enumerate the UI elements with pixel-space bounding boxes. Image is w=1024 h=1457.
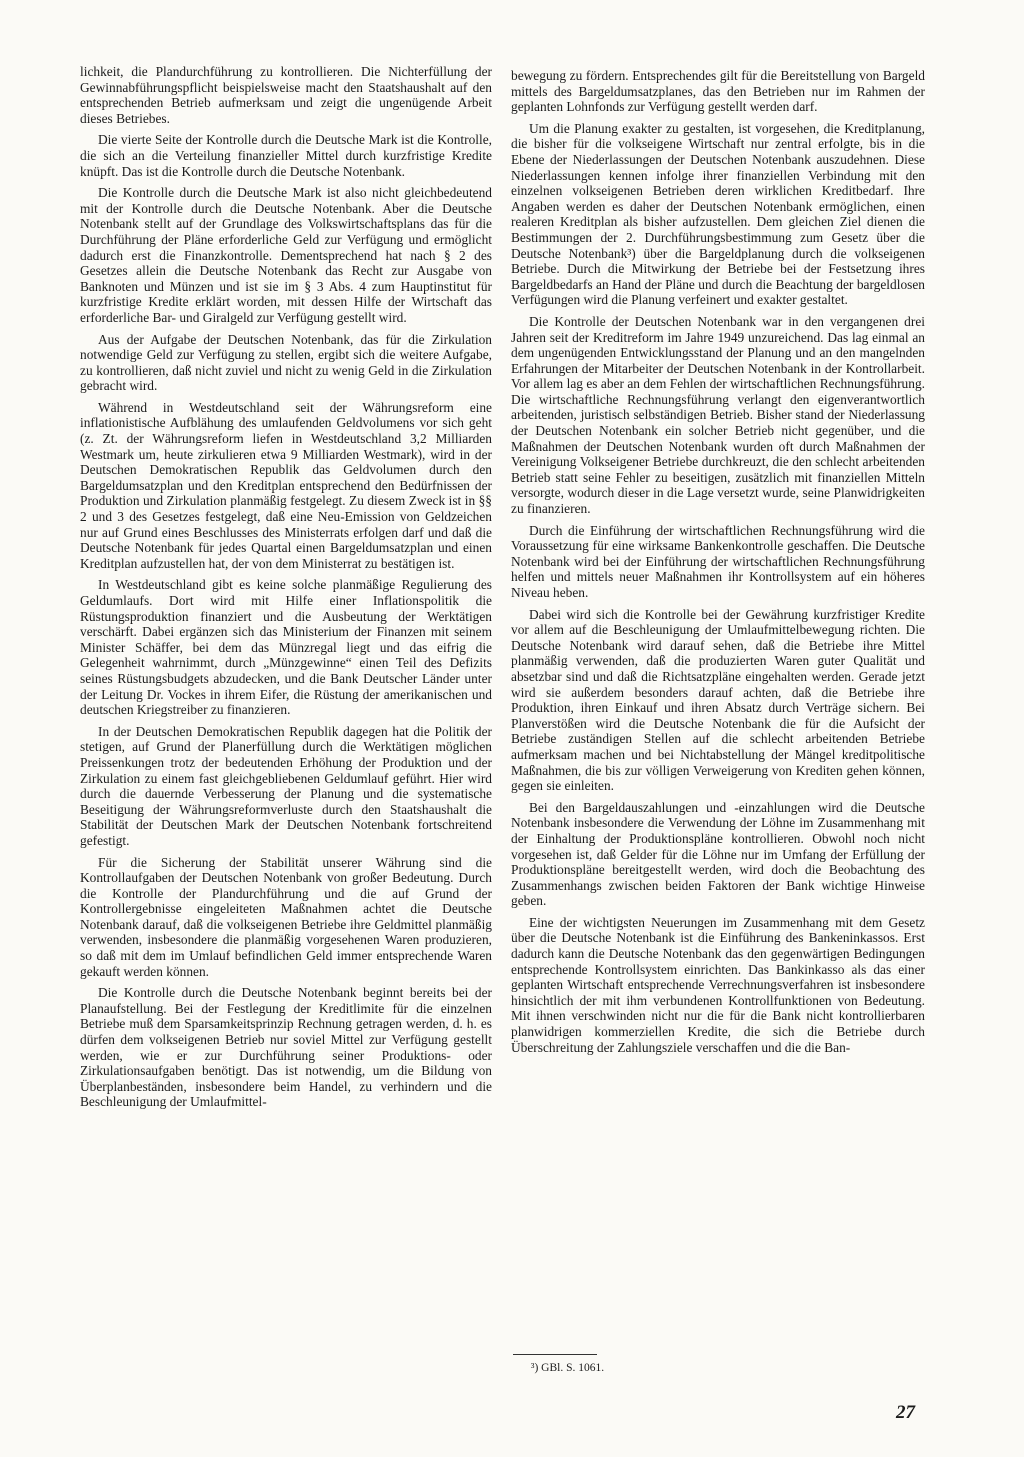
paragraph: In Westdeutschland gibt es keine solche planmäßige Regulierung des Geldumlaufs. Dort wird mit Hilfe einer Inflationspolitik die Rüstungsproduktion finanziert und die Ausbeutung der Werktätigen verschärft. Dabei ergänzen sich das Ministerium der Finanzen mit seinem Minister Schäffer, bei dem das Münzregal liegt und das eifrig die Gelegenheit wahrnimmt, durch „Münzgewinne“ einen Teil des Defizits seines Rüstungsbudgets abzudecken, und die Bank Deutscher Länder unter der Leitung Dr. Vockes in ihrem Eifer, die Rüstung der amerikanischen und deutschen Kriegstreiber zu finanzieren.	[80, 577, 492, 718]
right-column	[511, 68, 925, 1061]
page-number: 27	[896, 1402, 915, 1423]
paragraph: Die Kontrolle durch die Deutsche Mark ist also nicht gleichbedeutend mit der Kontrolle durch die Deutsche Notenbank. Aber die Deutsche Notenbank stellt auf der Grundlage des Volkswirtschaftsplans das für die Durchführung der Pläne erforderliche Geld zur Verfügung und ermöglicht dadurch erst die Finanzkontrolle. Dementsprechend hat nach § 2 des Gesetzes allein die Deutsche Notenbank das Recht zur Ausgabe von Banknoten und Münzen und ist sie im § 3 Abs. 4 zum Hauptinstitut für kurzfristige Kredite erklärt worden, mit dessen Hilfe der Wirtschaft das erforderliche Bar- und Giralgeld zur Verfügung gestellt wird.	[80, 185, 492, 325]
footnote: ³) GBl. S. 1061.	[531, 1362, 605, 1374]
left-column	[80, 64, 492, 1116]
paragraph: Eine der wichtigsten Neuerungen im Zusammenhang mit dem Gesetz über die Deutsche Notenbank ist die Einführung des Bankeninkassos. Erst dadurch kann die Deutsche Notenbank das den gegenwärtigen Bedingungen entsprechende Kontrollsystem einrichten. Das Bankinkasso als das einer geplanten Wirtschaft entsprechende Verrechnungsverfahren ist insbesondere hinsichtlich der mit ihm verbundenen Kontrollfunktionen von Bedeutung. Mit ihnen verschwinden nicht nur die für die Bank nicht kontrollierbaren planwidrigen kommerziellen Kredite, die sich die Betriebe durch Überschreitung der Zahlungsziele verschaffen und die die Ban-	[511, 914, 925, 1055]
paragraph: Die Kontrolle durch die Deutsche Notenbank beginnt bereits bei der Planaufstellung. Bei der Festlegung der Kreditlimite für die einzelnen Betriebe muß dem Sparsamkeitsprinzip Rechnung getragen werden, d. h. es dürfen dem volkseigenen Betrieb nur soviel Mittel zur Verfügung gestellt werden, wie er zur Durchführung seiner Produktions- oder Zirkulationsaufgaben benötigt. Das ist notwendig, um die Bildung von Überplanbeständen, insbesondere beim Handel, zu verhindern und die Beschleunigung der Umlaufmittel-	[80, 985, 492, 1110]
paragraph: Die vierte Seite der Kontrolle durch die Deutsche Mark ist die Kontrolle, die sich an die Verteilung finanzieller Mittel durch kurzfristige Kredite knüpft. Das ist die Kontrolle durch die Deutsche Notenbank.	[80, 132, 492, 179]
paragraph: Durch die Einführung der wirtschaftlichen Rechnungsführung wird die Voraussetzung für eine wirksame Bankenkontrolle geschaffen. Die Deutsche Notenbank wird bei der Einführung der wirtschaftlichen Rechnungsführung helfen und mittels neuer Maßnahmen ihr Kontrollsystem auf ein höheres Niveau heben.	[511, 522, 925, 600]
paragraph: Während in Westdeutschland seit der Währungsreform eine inflationistische Aufblähung des umlaufenden Geldvolumens vor sich geht (z. Zt. der Währungsreform liefen in Westdeutschland 3,2 Milliarden Westmark um, heute zirkulieren etwa 9 Milliarden Westmark), wird in der Deutschen Demokratischen Republik das Geldvolumen durch den Bargeldumsatzplan und den Kreditplan entsprechend den Bedürfnissen der Produktion und Zirkulation planmäßig festgelegt. Zu diesem Zweck ist in §§ 2 und 3 des Gesetzes festgelegt, daß eine Neu-Emission von Geldzeichen nur auf Grund eines Beschlusses des Ministerrats erfolgen darf und daß die Deutsche Notenbank für jedes Quartal einen Bargeldumsatzplan und einen Kreditplan aufzustellen hat, der von dem Ministerrat zu bestätigen ist.	[80, 399, 492, 571]
paragraph: Um die Planung exakter zu gestalten, ist vorgesehen, die Kreditplanung, die bisher für die volkseigene Wirtschaft nur zentral erfolgte, bis in die Ebene der Niederlassungen der Deutschen Notenbank auszudehnen. Diese Niederlassungen kennen infolge ihrer finanziellen Verbindung mit den einzelnen volkseigenen Betrieben deren wirklichen Kreditbedarf. Ihre Angaben werden es daher der Deutschen Notenbank ermöglichen, einen realeren Kreditplan als bisher aufzustellen. Dem gleichen Ziel dienen die Bestimmungen der 2. Durchführungsbestimmung zum Gesetz über die Deutsche Notenbank³) über die Bargeldplanung durch die volkseigenen Betriebe. Durch die Mitwirkung der Betriebe bei der Festsetzung ihres Bargeldbedarfs an Hand der Pläne und durch die Beachtung der bargeldlosen Verfügungen wird die Planung verfeinert und exakter gestaltet.	[511, 120, 925, 308]
paragraph: Bei den Bargeldauszahlungen und -einzahlungen wird die Deutsche Notenbank insbesondere die Verwendung der Löhne im Zusammenhang mit der Einhaltung der Produktionspläne kontrollieren. Obwohl noch nicht vorgesehen ist, daß Gelder für die Löhne nur im Umfang der Erfüllung der Produktionspläne bereitgestellt werden, wird doch die Beobachtung des Zusammenhangs zwischen beiden Faktoren der Bank wichtige Hinweise geben.	[511, 799, 925, 909]
paragraph: Für die Sicherung der Stabilität unserer Währung sind die Kontrollaufgaben der Deutschen Notenbank von großer Bedeutung. Durch die Kontrolle der Plandurchführung und die auf Grund der Kontrollergebnisse eingeleiteten Maßnahmen achtet die Deutsche Notenbank darauf, daß die volkseigenen Betriebe ihre Geldmittel planmäßig verwenden, insbesondere die planmäßig vorgesehenen Waren produzieren, so daß mit dem im Umlauf befindlichen Geld immer entsprechende Waren gekauft werden können.	[80, 854, 492, 979]
paragraph: bewegung zu fördern. Entsprechendes gilt für die Bereitstellung von Bargeld mittels des Bargeldumsatzplanes, das den Betrieben nur im Rahmen der geplanten Lohnfonds zur Verfügung gestellt werden darf.	[511, 68, 925, 115]
paragraph: lichkeit, die Plandurchführung zu kontrollieren. Die Nichterfüllung der Gewinnabführungspflicht beispielsweise macht den Staatshaushalt auf den entsprechenden Betrieb aufmerksam und zeigt die ungenügende Arbeit dieses Betriebes.	[80, 64, 492, 126]
paragraph: Aus der Aufgabe der Deutschen Notenbank, das für die Zirkulation notwendige Geld zur Verfügung zu stellen, ergibt sich die weitere Aufgabe, zu kontrollieren, daß nicht zuviel und nicht zu wenig Geld in die Zirkulation gebracht wird.	[80, 331, 492, 394]
paragraph: Die Kontrolle der Deutschen Notenbank war in den vergangenen drei Jahren seit der Kreditreform im Jahre 1949 unzureichend. Das lag einmal an dem ungenügenden Entwicklungsstand der Planung und an den mangelnden Erfahrungen der Mitarbeiter der Deutschen Notenbank in der Kontrollarbeit. Vor allem lag es aber an dem Fehlen der wirtschaftlichen Rechnungsführung. Die wirtschaftliche Rechnungsführung verlangt den eigenverantwortlich arbeitenden, juristisch selbständigen Betrieb. Bisher stand der Niederlassung der Deutschen Notenbank ein solcher Betrieb nicht gegenüber, und die Maßnahmen der Deutschen Notenbank wurden oft durch Maßnahmen der Vereinigung Volkseigener Betriebe durchkreuzt, die den schlecht arbeitenden Betrieb statt seine Fehler zu beseitigen, zusätzlich mit finanziellen Mitteln versorgte, wodurch dieser in die Lage versetzt wurde, seine Planwidrigkeiten zu finanzieren.	[511, 313, 925, 517]
footnote-divider	[513, 1354, 597, 1355]
paragraph: Dabei wird sich die Kontrolle bei der Gewährung kurzfristiger Kredite vor allem auf die Beschleunigung der Umlaufmittelbewegung richten. Die Deutsche Notenbank wird darauf sehen, daß die Betriebe ihre Mittel planmäßig verwenden, daß die produzierten Waren guter Qualität und absetzbar sind und daß die Richtsatzpläne eingehalten werden. Gerade jetzt wird sie außerdem besonders darauf achten, daß die Betriebe ihre Produktion, ihren Einkauf und ihren Absatz durch Verträge sichern. Bei Planverstößen wird die Deutsche Notenbank die für die Aufsicht der Betriebe zuständigen Stellen auf die schlecht arbeitenden Betriebe aufmerksam machen und bei Nichtabstellung der Mängel kreditpolitische Maßnahmen, die bis zur völligen Verweigerung von Krediten gehen können, gegen sie einleiten.	[511, 606, 925, 794]
paragraph: In der Deutschen Demokratischen Republik dagegen hat die Politik der stetigen, auf Grund der Planerfüllung durch die Werktätigen möglichen Preissenkungen trotz der bedeutenden Erhöhung der Produktion und der Zirkulation zu einem fast gleichgebliebenen Geldumlauf geführt. Hier wird durch die dauernde Verbesserung der Planung und die systematische Beseitigung der Währungsreformverluste durch den Staatshaushalt die Stabilität der Deutschen Mark der Deutschen Notenbank fortschreitend gefestigt.	[80, 723, 492, 848]
